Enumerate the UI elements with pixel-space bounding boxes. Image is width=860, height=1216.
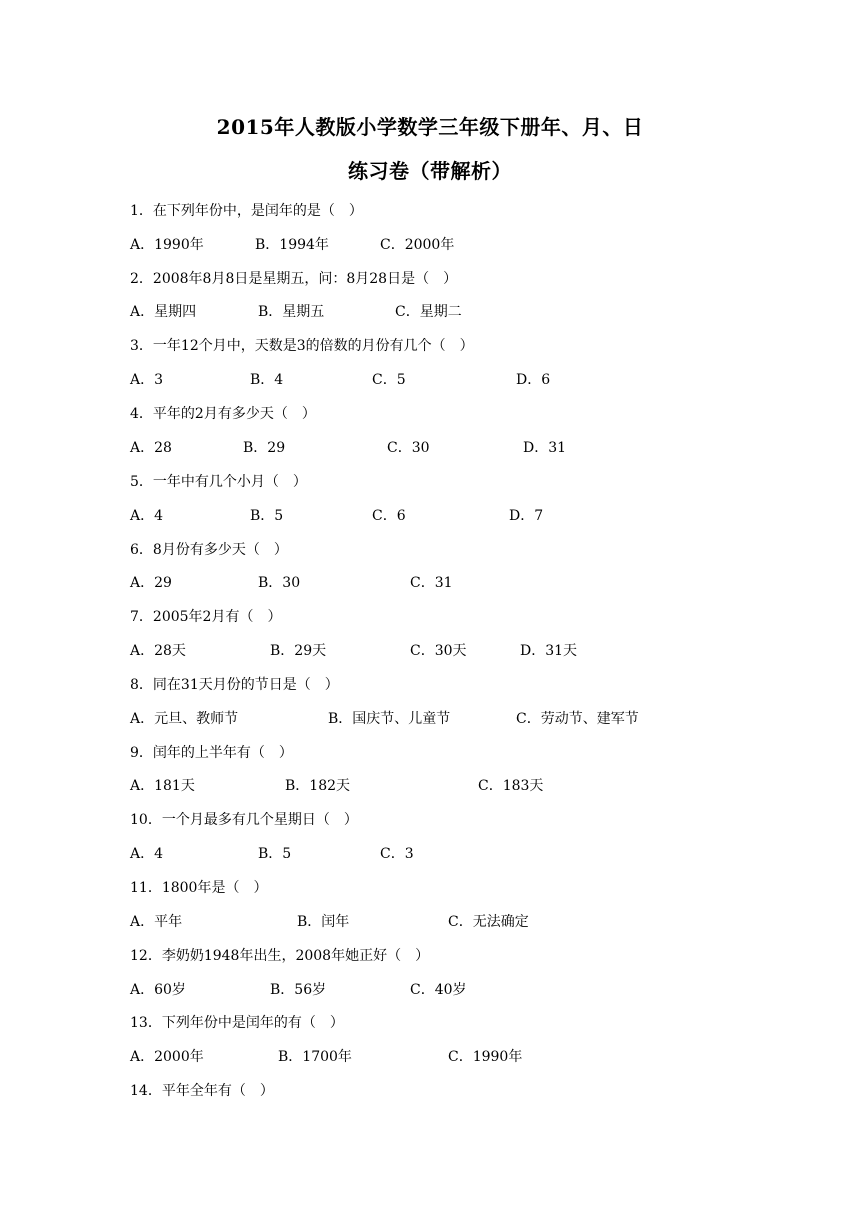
option-a: A．4 [130, 846, 164, 862]
option-a: A．元旦、教师节 [130, 711, 239, 727]
question-9-options [0, 776, 860, 796]
question-3: 3．一年12个月中，天数是3的倍数的月份有几个（ ） [130, 338, 474, 354]
option-b: B．56岁 [270, 982, 327, 998]
question-1: 1．在下列年份中，是闰年的是（ ） [130, 203, 363, 219]
question-4: 4．平年的2月有多少天（ ） [130, 406, 316, 422]
option-a: A．60岁 [130, 982, 186, 998]
question-13: 13．下列年份中是闰年的有（ ） [130, 1015, 344, 1031]
question-7: 7．2005年2月有（ ） [130, 609, 282, 625]
option-c: C．30 [387, 440, 430, 456]
option-a: A．28 [130, 440, 172, 456]
question-11: 11．1800年是（ ） [130, 880, 268, 896]
option-b: B．30 [258, 575, 301, 591]
option-a: A．28天 [130, 643, 186, 659]
question-12: 12．李奶奶1948年出生，2008年她正好（ ） [130, 948, 430, 964]
question-12-options [0, 980, 860, 1000]
option-a: A．星期四 [130, 304, 197, 320]
question-5-options [0, 506, 860, 526]
option-c: C．6 [372, 508, 406, 524]
option-d: D．31天 [520, 643, 578, 659]
option-a: A．1990年 [130, 237, 204, 253]
question-9: 9．闰年的上半年有（ ） [130, 745, 293, 761]
option-b: B．5 [258, 846, 292, 862]
option-c: C．3 [380, 846, 414, 862]
option-b: B．1700年 [278, 1049, 352, 1065]
document-title-line-2: 练习卷（带解析） [348, 159, 512, 183]
question-10-options [0, 844, 860, 864]
question-5: 5．一年中有几个小月（ ） [130, 474, 307, 490]
option-a: A．3 [130, 372, 164, 388]
option-b: B．星期五 [258, 304, 325, 320]
question-7-options [0, 641, 860, 661]
option-b: B．国庆节、儿童节 [328, 711, 451, 727]
question-8: 8．同在31天月份的节日是（ ） [130, 677, 339, 693]
question-1-options [0, 235, 860, 255]
option-c: C．40岁 [410, 982, 467, 998]
option-c: C．31 [410, 575, 453, 591]
option-b: B．29 [243, 440, 286, 456]
question-2-options [0, 302, 860, 322]
option-d: D．6 [516, 372, 551, 388]
option-c: C．劳动节、建军节 [516, 711, 639, 727]
option-b: B．4 [250, 372, 284, 388]
option-c: C．183天 [478, 778, 544, 794]
question-3-options [0, 370, 860, 390]
option-a: A．181天 [130, 778, 195, 794]
question-8-options [0, 709, 860, 729]
question-13-options [0, 1047, 860, 1067]
option-c: C．30天 [410, 643, 467, 659]
question-10: 10．一个月最多有几个星期日（ ） [130, 812, 358, 828]
option-a: A．29 [130, 575, 172, 591]
option-c: C．无法确定 [448, 914, 529, 930]
option-a: A．4 [130, 508, 164, 524]
option-b: B．闰年 [297, 914, 350, 930]
question-6-options [0, 573, 860, 593]
question-6: 6．8月份有多少天（ ） [130, 542, 288, 558]
document-title-line-1: 2015年人教版小学数学三年级下册年、月、日 [216, 115, 644, 139]
option-a: A．平年 [130, 914, 183, 930]
question-4-options [0, 438, 860, 458]
option-b: B．29天 [270, 643, 327, 659]
option-a: A．2000年 [130, 1049, 204, 1065]
option-c: C．1990年 [448, 1049, 523, 1065]
option-d: D．7 [509, 508, 544, 524]
option-c: C．2000年 [380, 237, 455, 253]
option-c: C．5 [372, 372, 406, 388]
option-b: B．5 [250, 508, 284, 524]
question-2: 2．2008年8月8日是星期五，问：8月28日是（ ） [130, 271, 458, 287]
option-d: D．31 [523, 440, 567, 456]
option-c: C．星期二 [395, 304, 462, 320]
question-11-options [0, 912, 860, 932]
option-b: B．1994年 [255, 237, 329, 253]
option-b: B．182天 [285, 778, 351, 794]
question-14: 14．平年全年有（ ） [130, 1083, 274, 1099]
